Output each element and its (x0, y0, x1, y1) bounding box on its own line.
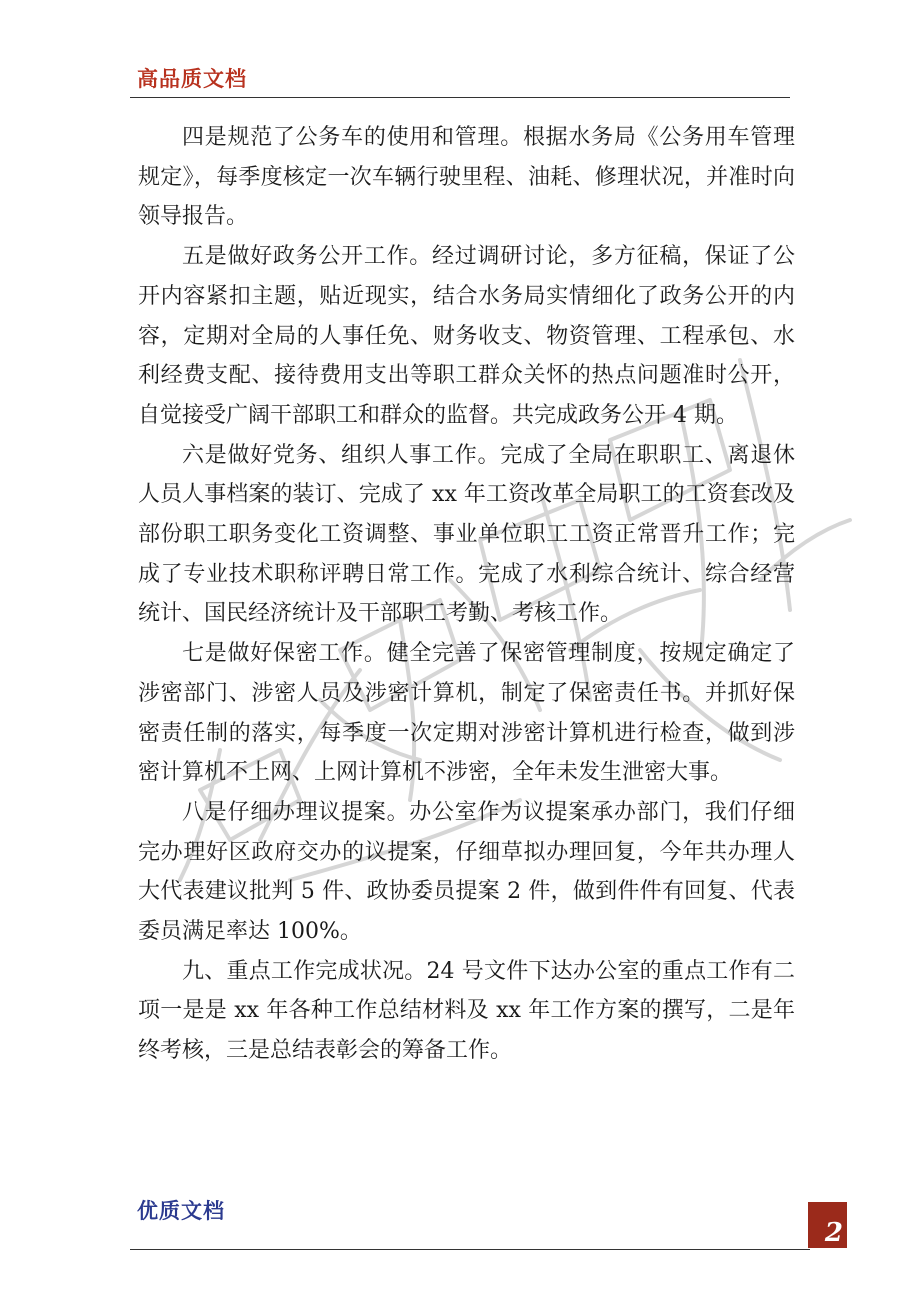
paragraph: 九、重点工作完成状况。24 号文件下达办公室的重点工作有二项一是是 xx 年各种工作总结材料及 xx 年工作方案的撰写，二是年终考核，三是总结表彰会的筹备工作。 (138, 958, 795, 1064)
footer-divider (130, 1249, 810, 1250)
paragraph: 八是仔细办理议提案。办公室作为议提案承办部门，我们仔细完办理好区政府交办的议提案，仔细草拟办理回复，今年共办理人大代表建议批判 5 件、政协委员提案 2 件，做到件件有回复、代表委员满足率达 100%。 (138, 799, 795, 945)
document-body (138, 118, 795, 1071)
page-number-badge: 2 (808, 1202, 847, 1248)
header-divider (130, 97, 790, 98)
paragraph: 四是规范了公务车的使用和管理。根据水务局《公务用车管理规定》，每季度核定一次车辆行驶里程、油耗、修理状况，并准时向领导报告。 (138, 125, 795, 230)
paragraph: 六是做好党务、组织人事工作。完成了全局在职职工、离退休人员人事档案的装订、完成了 xx 年工资改革全局职工的工资套改及部份职工职务变化工资调整、事业单位职工工资正常晋升工作；完成了专业技术职称评聘日常工作。完成了水利综合统计、综合经营统计、国民经济统计及干部职工考勤、考核工作。 (138, 442, 795, 627)
header-title: 高品质文档 (137, 67, 247, 91)
footer-title: 优质文档 (137, 1199, 225, 1223)
paragraph: 五是做好政务公开工作。经过调研讨论，多方征稿，保证了公开内容紧扣主题，贴近现实，结合水务局实情细化了政务公开的内容，定期对全局的人事任免、财务收支、物资管理、工程承包、水利经费支配、接待费用支出等职工群众关怀的热点问题准时公开，自觉接受广阔干部职工和群众的监督。共完成政务公开 4 期。 (138, 244, 795, 428)
paragraph: 七是做好保密工作。健全完善了保密管理制度，按规定确定了涉密部门、涉密人员及涉密计算机，制定了保密责任书。并抓好保密责任制的落实，每季度一次定期对涉密计算机进行检查，做到涉密计算机不上网、上网计算机不涉密，全年未发生泄密大事。 (138, 641, 795, 786)
